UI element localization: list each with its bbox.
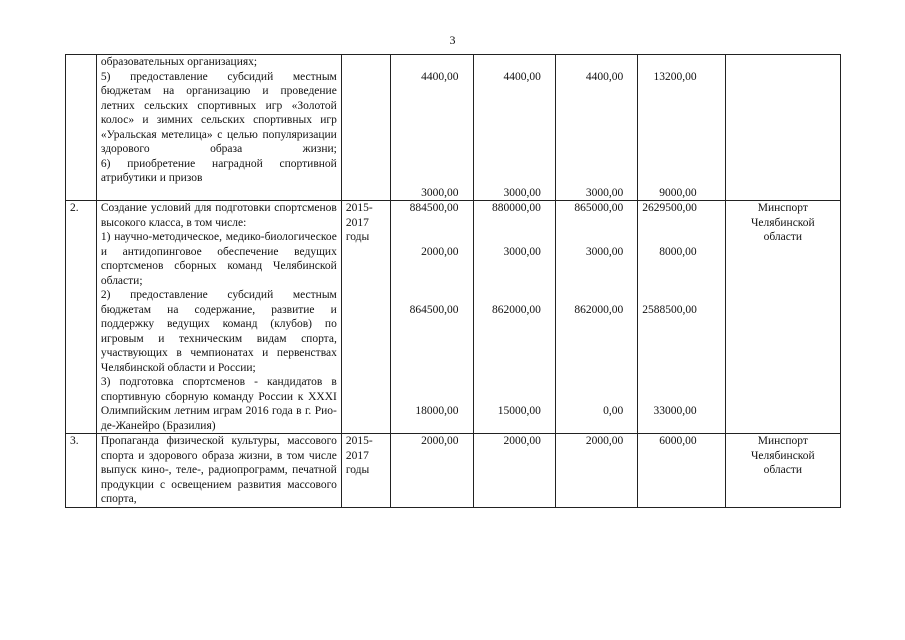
value: 3000,00 — [421, 186, 459, 199]
description-cell — [96, 434, 341, 508]
page-number: 3 — [449, 33, 456, 47]
value: 8000,00 — [659, 245, 697, 258]
value-2016-cell — [473, 434, 555, 508]
value: 2000,00 — [421, 435, 459, 447]
value: 33000,00 — [653, 405, 697, 417]
years-cell — [341, 55, 390, 201]
value: 864500,00 — [409, 303, 459, 316]
value: 4400,00 — [585, 70, 624, 83]
value: 13200,00 — [653, 70, 697, 83]
row-number: 3. — [66, 434, 97, 508]
item-text: 1) научно-методическое, медико-биологическое и антидопинговое обеспечение ведущих спортсменов сборных команд Челябинской области; — [100, 231, 337, 287]
value: 862000,00 — [492, 303, 541, 316]
item-text: 5) предоставление субсидий местным бюджетам на организацию и проведение летних сельских спортивных игр «Золотой колос» и зимних сельских спортивных игр «Уральская метелица» с целью популяризации здорового образа жизни; — [100, 70, 337, 155]
responsible-cell: Минспорт Челябинской области — [725, 201, 840, 434]
responsible-cell: Минспорт Челябинской области — [725, 434, 840, 508]
value: 884500,00 — [409, 202, 459, 214]
value: 6000,00 — [659, 435, 697, 447]
value: 0,00 — [603, 405, 624, 417]
value-2016-cell — [473, 55, 555, 201]
value-total-cell — [638, 201, 725, 434]
value-2016-cell — [473, 201, 555, 434]
value: 862000,00 — [574, 303, 624, 316]
value-2017-cell — [555, 55, 637, 201]
value: 865000,00 — [574, 202, 624, 214]
value: 2000,00 — [503, 435, 541, 447]
item-text: Создание условий для подготовки спортсменов высокого класса, в том числе: — [100, 202, 337, 229]
years-cell: 2015- 2017 годы — [341, 201, 390, 434]
item-text: 3) подготовка спортсменов - кандидатов в спортивную сборную команду России к XXXI Олимпийским летним играм 2016 года в г. Рио-де-Жанейро (Бразилия) — [100, 376, 337, 432]
table-row — [66, 201, 841, 434]
value: 2000,00 — [585, 435, 624, 447]
table-row — [66, 434, 841, 508]
value-total-cell — [638, 434, 725, 508]
value: 4400,00 — [421, 70, 459, 83]
years-cell: 2015- 2017 годы — [341, 434, 390, 508]
value: 18000,00 — [415, 405, 459, 417]
description-cell — [96, 55, 341, 201]
value-2017-cell — [555, 201, 637, 434]
description-cell — [96, 201, 341, 434]
item-text: Пропаганда физической культуры, массового спорта и здорового образа жизни, в том числе выпуск кино-, теле-, радиопрограмм, печатной продукции с освещением развития массового спорта, — [100, 435, 337, 505]
row-number: 2. — [66, 201, 97, 434]
value: 9000,00 — [659, 186, 697, 199]
value: 3000,00 — [585, 245, 624, 258]
table-row — [66, 55, 841, 201]
value-2015-cell — [391, 201, 473, 434]
value-2017-cell — [555, 434, 637, 508]
value: 3000,00 — [503, 186, 541, 199]
value: 2629500,00 — [642, 202, 697, 214]
responsible-cell — [725, 55, 840, 201]
item-text: 2) предоставление субсидий местным бюджетам на содержание, развитие и поддержку ведущих команд (клубов) по игровым и техническим видам спорта, участвующих в чемпионатах и первенствах Челябинской области и России; — [100, 289, 337, 374]
row-number — [66, 55, 97, 201]
item-text: 6) приобретение наградной спортивной атрибутики и призов — [100, 157, 337, 184]
value: 4400,00 — [503, 70, 541, 83]
value-2015-cell — [391, 434, 473, 508]
value-2015-cell — [391, 55, 473, 201]
item-text: образовательных организациях; — [100, 56, 258, 68]
value: 3000,00 — [585, 186, 624, 199]
value: 15000,00 — [497, 405, 541, 417]
value: 880000,00 — [492, 202, 541, 214]
value: 2588500,00 — [642, 303, 697, 316]
value-total-cell — [638, 55, 725, 201]
value: 2000,00 — [421, 245, 459, 258]
program-table — [65, 54, 841, 508]
value: 3000,00 — [503, 245, 541, 258]
